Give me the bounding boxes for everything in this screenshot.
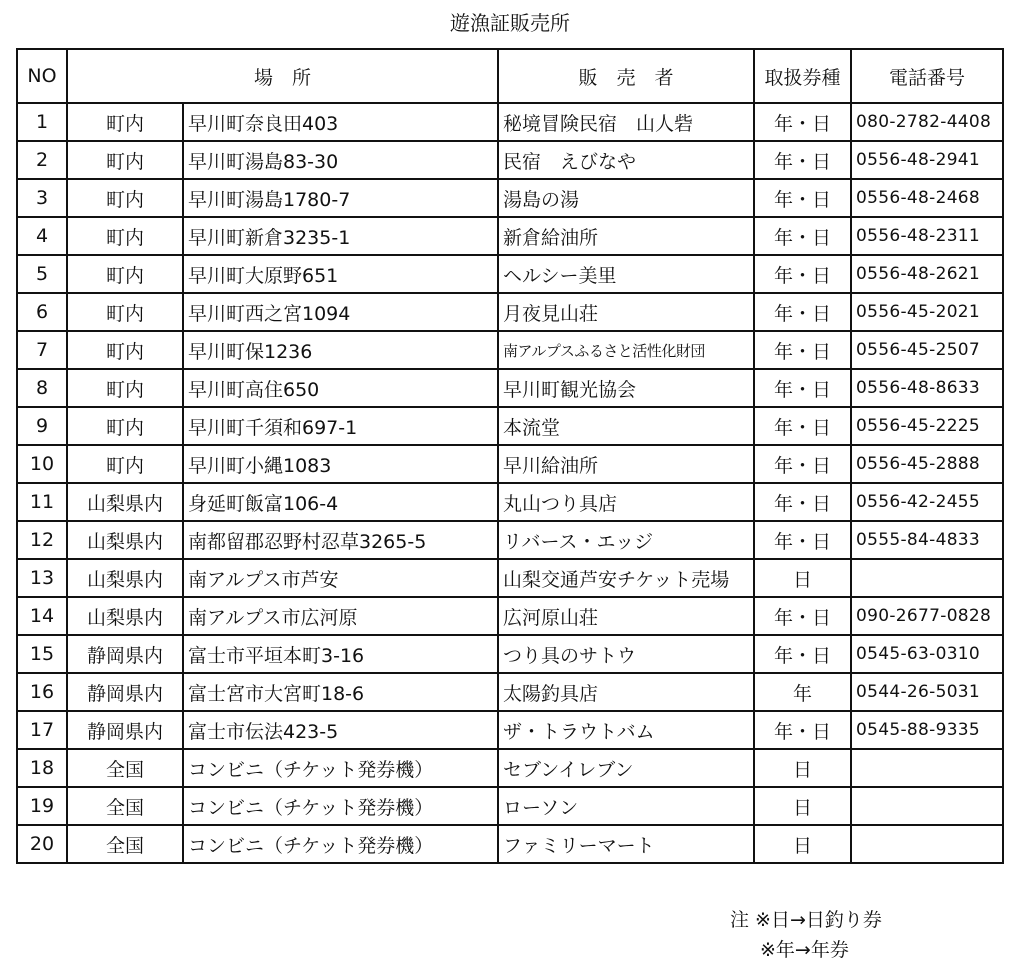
- row-phone: 0556-42-2455: [851, 483, 1003, 521]
- row-seller: つり具のサトウ: [498, 635, 754, 673]
- row-phone: 0556-45-2507: [851, 331, 1003, 369]
- row-ticket-type: 年・日: [754, 521, 851, 559]
- table-row: [17, 521, 1003, 559]
- table-row: [17, 597, 1003, 635]
- row-number: 19: [17, 787, 67, 825]
- row-seller: セブンイレブン: [498, 749, 754, 787]
- row-seller: 民宿 えびなや: [498, 141, 754, 179]
- row-phone: 090-2677-0828: [851, 597, 1003, 635]
- row-seller: ローソン: [498, 787, 754, 825]
- table-row: [17, 407, 1003, 445]
- table-row: [17, 179, 1003, 217]
- row-seller: ヘルシー美里: [498, 255, 754, 293]
- row-address: 早川町小縄1083: [183, 445, 498, 483]
- row-seller: 月夜見山荘: [498, 293, 754, 331]
- row-address: 南都留郡忍野村忍草3265-5: [183, 521, 498, 559]
- row-phone: 0555-84-4833: [851, 521, 1003, 559]
- row-number: 9: [17, 407, 67, 445]
- row-seller: ファミリーマート: [498, 825, 754, 863]
- row-number: 12: [17, 521, 67, 559]
- row-seller: 丸山つり具店: [498, 483, 754, 521]
- row-ticket-type: 年・日: [754, 597, 851, 635]
- row-address: 早川町千須和697-1: [183, 407, 498, 445]
- row-seller: ザ・トラウトバム: [498, 711, 754, 749]
- row-area: 山梨県内: [67, 597, 183, 635]
- row-phone: [851, 825, 1003, 863]
- row-number: 7: [17, 331, 67, 369]
- row-number: 8: [17, 369, 67, 407]
- row-ticket-type: 年・日: [754, 711, 851, 749]
- row-address: 富士市伝法423-5: [183, 711, 498, 749]
- row-number: 15: [17, 635, 67, 673]
- row-seller: 新倉給油所: [498, 217, 754, 255]
- row-area: 町内: [67, 141, 183, 179]
- row-address: 早川町湯島83-30: [183, 141, 498, 179]
- row-address: 早川町保1236: [183, 331, 498, 369]
- row-phone: 0545-63-0310: [851, 635, 1003, 673]
- row-area: 静岡県内: [67, 635, 183, 673]
- row-address: 早川町高住650: [183, 369, 498, 407]
- row-address: コンビニ（チケット発券機）: [183, 749, 498, 787]
- row-ticket-type: 年・日: [754, 369, 851, 407]
- row-number: 5: [17, 255, 67, 293]
- header-no: NO: [17, 49, 67, 103]
- row-phone: [851, 559, 1003, 597]
- row-phone: 0556-48-2941: [851, 141, 1003, 179]
- note-year-ticket: ※年→年券: [760, 939, 849, 961]
- row-number: 1: [17, 103, 67, 141]
- row-phone: [851, 787, 1003, 825]
- row-number: 13: [17, 559, 67, 597]
- table-row: [17, 825, 1003, 863]
- row-area: 静岡県内: [67, 673, 183, 711]
- row-ticket-type: 年・日: [754, 255, 851, 293]
- row-address: コンビニ（チケット発券機）: [183, 825, 498, 863]
- row-address: 富士市平垣本町3-16: [183, 635, 498, 673]
- header-ticket-type: 取扱券種: [754, 49, 851, 103]
- row-area: 全国: [67, 825, 183, 863]
- row-area: 町内: [67, 103, 183, 141]
- row-ticket-type: 年・日: [754, 331, 851, 369]
- vendor-table: [16, 48, 1004, 864]
- row-address: 早川町奈良田403: [183, 103, 498, 141]
- row-phone: 0556-48-2621: [851, 255, 1003, 293]
- row-address: 南アルプス市芦安: [183, 559, 498, 597]
- row-address: 身延町飯富106-4: [183, 483, 498, 521]
- header-place: 場 所: [67, 49, 498, 103]
- row-number: 10: [17, 445, 67, 483]
- row-address: 富士宮市大宮町18-6: [183, 673, 498, 711]
- table-row: [17, 787, 1003, 825]
- row-ticket-type: 年・日: [754, 293, 851, 331]
- row-area: 山梨県内: [67, 559, 183, 597]
- table-row: [17, 217, 1003, 255]
- row-number: 14: [17, 597, 67, 635]
- table-row: [17, 711, 1003, 749]
- row-ticket-type: 年: [754, 673, 851, 711]
- table-row: [17, 483, 1003, 521]
- header-phone: 電話番号: [851, 49, 1003, 103]
- table-row: [17, 141, 1003, 179]
- row-area: 町内: [67, 255, 183, 293]
- table-row: [17, 369, 1003, 407]
- row-seller: 湯島の湯: [498, 179, 754, 217]
- row-seller: リバース・エッジ: [498, 521, 754, 559]
- row-ticket-type: 日: [754, 825, 851, 863]
- row-address: 早川町大原野651: [183, 255, 498, 293]
- row-phone: 0556-45-2888: [851, 445, 1003, 483]
- row-area: 町内: [67, 293, 183, 331]
- row-seller: 太陽釣具店: [498, 673, 754, 711]
- row-number: 20: [17, 825, 67, 863]
- row-phone: 0556-48-2311: [851, 217, 1003, 255]
- header-seller: 販 売 者: [498, 49, 754, 103]
- row-ticket-type: 日: [754, 749, 851, 787]
- table-row: [17, 749, 1003, 787]
- row-area: 山梨県内: [67, 521, 183, 559]
- table-header-row: [17, 49, 1003, 103]
- row-area: 全国: [67, 749, 183, 787]
- row-area: 町内: [67, 445, 183, 483]
- row-phone: 0556-45-2021: [851, 293, 1003, 331]
- row-number: 16: [17, 673, 67, 711]
- row-ticket-type: 年・日: [754, 407, 851, 445]
- row-ticket-type: 年・日: [754, 483, 851, 521]
- row-phone: 080-2782-4408: [851, 103, 1003, 141]
- page-title: 遊漁証販売所: [450, 11, 570, 35]
- row-address: コンビニ（チケット発券機）: [183, 787, 498, 825]
- row-area: 町内: [67, 217, 183, 255]
- row-address: 早川町西之宮1094: [183, 293, 498, 331]
- table-row: [17, 445, 1003, 483]
- row-area: 町内: [67, 407, 183, 445]
- row-ticket-type: 日: [754, 559, 851, 597]
- table-row: [17, 103, 1003, 141]
- row-address: 早川町湯島1780-7: [183, 179, 498, 217]
- row-phone: 0556-48-2468: [851, 179, 1003, 217]
- row-phone: 0556-48-8633: [851, 369, 1003, 407]
- table-row: [17, 293, 1003, 331]
- row-area: 静岡県内: [67, 711, 183, 749]
- row-ticket-type: 年・日: [754, 179, 851, 217]
- row-seller: 広河原山荘: [498, 597, 754, 635]
- row-seller: 早川町観光協会: [498, 369, 754, 407]
- row-number: 3: [17, 179, 67, 217]
- row-number: 17: [17, 711, 67, 749]
- row-seller: 南アルプスふるさと活性化財団: [498, 331, 754, 369]
- row-number: 11: [17, 483, 67, 521]
- row-phone: 0556-45-2225: [851, 407, 1003, 445]
- table-row: [17, 673, 1003, 711]
- row-seller: 本流堂: [498, 407, 754, 445]
- row-number: 2: [17, 141, 67, 179]
- table-row: [17, 559, 1003, 597]
- row-area: 町内: [67, 369, 183, 407]
- row-seller: 山梨交通芦安チケット売場: [498, 559, 754, 597]
- note-day-ticket: 注 ※日→日釣り券: [730, 909, 882, 931]
- row-phone: [851, 749, 1003, 787]
- table-row: [17, 255, 1003, 293]
- row-area: 山梨県内: [67, 483, 183, 521]
- row-number: 4: [17, 217, 67, 255]
- row-ticket-type: 日: [754, 787, 851, 825]
- row-ticket-type: 年・日: [754, 141, 851, 179]
- row-area: 町内: [67, 179, 183, 217]
- row-address: 南アルプス市広河原: [183, 597, 498, 635]
- row-ticket-type: 年・日: [754, 217, 851, 255]
- row-phone: 0544-26-5031: [851, 673, 1003, 711]
- row-area: 全国: [67, 787, 183, 825]
- table-row: [17, 331, 1003, 369]
- row-seller: 秘境冒険民宿 山人砦: [498, 103, 754, 141]
- row-phone: 0545-88-9335: [851, 711, 1003, 749]
- row-number: 6: [17, 293, 67, 331]
- notes: [730, 905, 882, 965]
- row-seller: 早川給油所: [498, 445, 754, 483]
- row-area: 町内: [67, 331, 183, 369]
- row-number: 18: [17, 749, 67, 787]
- row-ticket-type: 年・日: [754, 103, 851, 141]
- row-address: 早川町新倉3235-1: [183, 217, 498, 255]
- row-ticket-type: 年・日: [754, 635, 851, 673]
- table-row: [17, 635, 1003, 673]
- row-ticket-type: 年・日: [754, 445, 851, 483]
